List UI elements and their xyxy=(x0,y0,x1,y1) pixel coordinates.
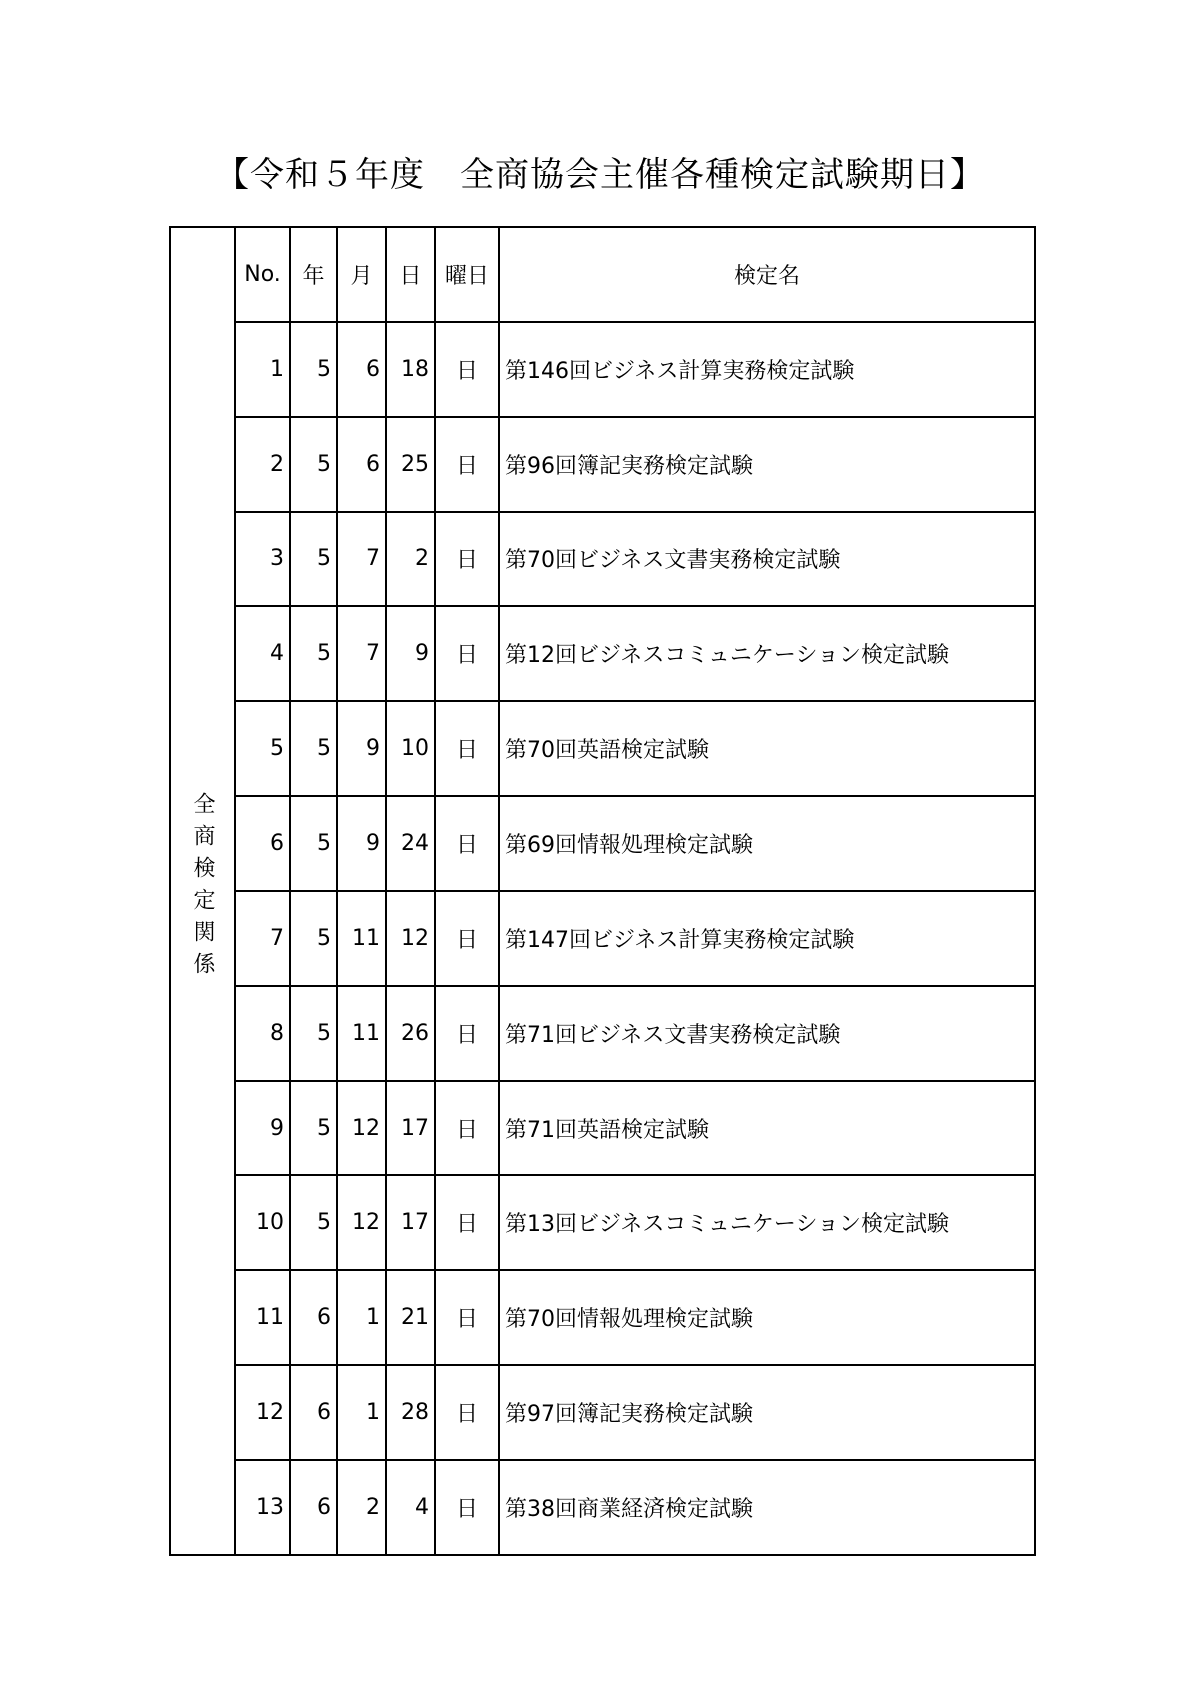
cell-weekday: 日 xyxy=(435,1460,499,1555)
cell-day: 17 xyxy=(386,1081,435,1176)
header-month: 月 xyxy=(337,227,386,322)
cell-exam-name: 第13回ビジネスコミュニケーション検定試験 xyxy=(499,1175,1035,1270)
cell-no: 5 xyxy=(235,701,290,796)
header-row xyxy=(170,227,1035,322)
group-label-cell xyxy=(170,227,235,1555)
cell-exam-name: 第70回英語検定試験 xyxy=(499,701,1035,796)
cell-no: 7 xyxy=(235,891,290,986)
cell-year: 5 xyxy=(290,417,337,512)
header-year: 年 xyxy=(290,227,337,322)
cell-day: 26 xyxy=(386,986,435,1081)
cell-weekday: 日 xyxy=(435,1365,499,1460)
table-row xyxy=(170,1365,1035,1460)
cell-day: 17 xyxy=(386,1175,435,1270)
cell-weekday: 日 xyxy=(435,796,499,891)
header-day: 日 xyxy=(386,227,435,322)
cell-year: 5 xyxy=(290,322,337,417)
table-row xyxy=(170,322,1035,417)
table-row xyxy=(170,606,1035,701)
table-row xyxy=(170,796,1035,891)
cell-month: 7 xyxy=(337,512,386,607)
cell-day: 2 xyxy=(386,512,435,607)
table-row xyxy=(170,1175,1035,1270)
cell-no: 11 xyxy=(235,1270,290,1365)
cell-month: 6 xyxy=(337,417,386,512)
cell-day: 21 xyxy=(386,1270,435,1365)
cell-year: 6 xyxy=(290,1460,337,1555)
cell-weekday: 日 xyxy=(435,417,499,512)
cell-weekday: 日 xyxy=(435,986,499,1081)
cell-day: 28 xyxy=(386,1365,435,1460)
cell-no: 3 xyxy=(235,512,290,607)
cell-month: 11 xyxy=(337,891,386,986)
cell-exam-name: 第71回ビジネス文書実務検定試験 xyxy=(499,986,1035,1081)
cell-no: 12 xyxy=(235,1365,290,1460)
cell-month: 9 xyxy=(337,701,386,796)
cell-year: 5 xyxy=(290,512,337,607)
cell-year: 5 xyxy=(290,701,337,796)
table-row xyxy=(170,1270,1035,1365)
cell-month: 1 xyxy=(337,1365,386,1460)
cell-no: 13 xyxy=(235,1460,290,1555)
table-row xyxy=(170,1081,1035,1176)
cell-month: 12 xyxy=(337,1081,386,1176)
cell-month: 9 xyxy=(337,796,386,891)
table-row xyxy=(170,701,1035,796)
cell-exam-name: 第70回情報処理検定試験 xyxy=(499,1270,1035,1365)
cell-weekday: 日 xyxy=(435,701,499,796)
cell-exam-name: 第12回ビジネスコミュニケーション検定試験 xyxy=(499,606,1035,701)
header-no: No. xyxy=(235,227,290,322)
cell-weekday: 日 xyxy=(435,322,499,417)
cell-year: 5 xyxy=(290,891,337,986)
cell-year: 5 xyxy=(290,606,337,701)
cell-month: 7 xyxy=(337,606,386,701)
cell-weekday: 日 xyxy=(435,1175,499,1270)
cell-no: 10 xyxy=(235,1175,290,1270)
cell-month: 11 xyxy=(337,986,386,1081)
cell-no: 4 xyxy=(235,606,290,701)
cell-weekday: 日 xyxy=(435,1081,499,1176)
exam-schedule-table xyxy=(169,226,1036,1556)
cell-year: 5 xyxy=(290,796,337,891)
cell-day: 24 xyxy=(386,796,435,891)
cell-day: 18 xyxy=(386,322,435,417)
cell-month: 2 xyxy=(337,1460,386,1555)
cell-year: 5 xyxy=(290,1175,337,1270)
table-row xyxy=(170,417,1035,512)
cell-month: 12 xyxy=(337,1175,386,1270)
group-label: 全商検定関係 xyxy=(190,792,215,984)
table-row xyxy=(170,986,1035,1081)
cell-exam-name: 第146回ビジネス計算実務検定試験 xyxy=(499,322,1035,417)
cell-no: 1 xyxy=(235,322,290,417)
header-exam-name: 検定名 xyxy=(499,227,1035,322)
cell-exam-name: 第71回英語検定試験 xyxy=(499,1081,1035,1176)
cell-day: 25 xyxy=(386,417,435,512)
cell-month: 6 xyxy=(337,322,386,417)
cell-no: 9 xyxy=(235,1081,290,1176)
table-row xyxy=(170,1460,1035,1555)
header-weekday: 曜日 xyxy=(435,227,499,322)
cell-day: 12 xyxy=(386,891,435,986)
cell-day: 9 xyxy=(386,606,435,701)
table-row xyxy=(170,512,1035,607)
cell-month: 1 xyxy=(337,1270,386,1365)
cell-exam-name: 第38回商業経済検定試験 xyxy=(499,1460,1035,1555)
cell-exam-name: 第70回ビジネス文書実務検定試験 xyxy=(499,512,1035,607)
cell-weekday: 日 xyxy=(435,1270,499,1365)
cell-exam-name: 第97回簿記実務検定試験 xyxy=(499,1365,1035,1460)
cell-weekday: 日 xyxy=(435,512,499,607)
page-title: 【令和５年度 全商協会主催各種検定試験期日】 xyxy=(215,155,985,195)
cell-exam-name: 第147回ビジネス計算実務検定試験 xyxy=(499,891,1035,986)
cell-exam-name: 第96回簿記実務検定試験 xyxy=(499,417,1035,512)
cell-weekday: 日 xyxy=(435,891,499,986)
cell-no: 8 xyxy=(235,986,290,1081)
cell-exam-name: 第69回情報処理検定試験 xyxy=(499,796,1035,891)
table-row xyxy=(170,891,1035,986)
cell-day: 4 xyxy=(386,1460,435,1555)
cell-no: 2 xyxy=(235,417,290,512)
cell-year: 5 xyxy=(290,1081,337,1176)
cell-year: 6 xyxy=(290,1365,337,1460)
cell-year: 5 xyxy=(290,986,337,1081)
cell-year: 6 xyxy=(290,1270,337,1365)
cell-day: 10 xyxy=(386,701,435,796)
cell-weekday: 日 xyxy=(435,606,499,701)
cell-no: 6 xyxy=(235,796,290,891)
